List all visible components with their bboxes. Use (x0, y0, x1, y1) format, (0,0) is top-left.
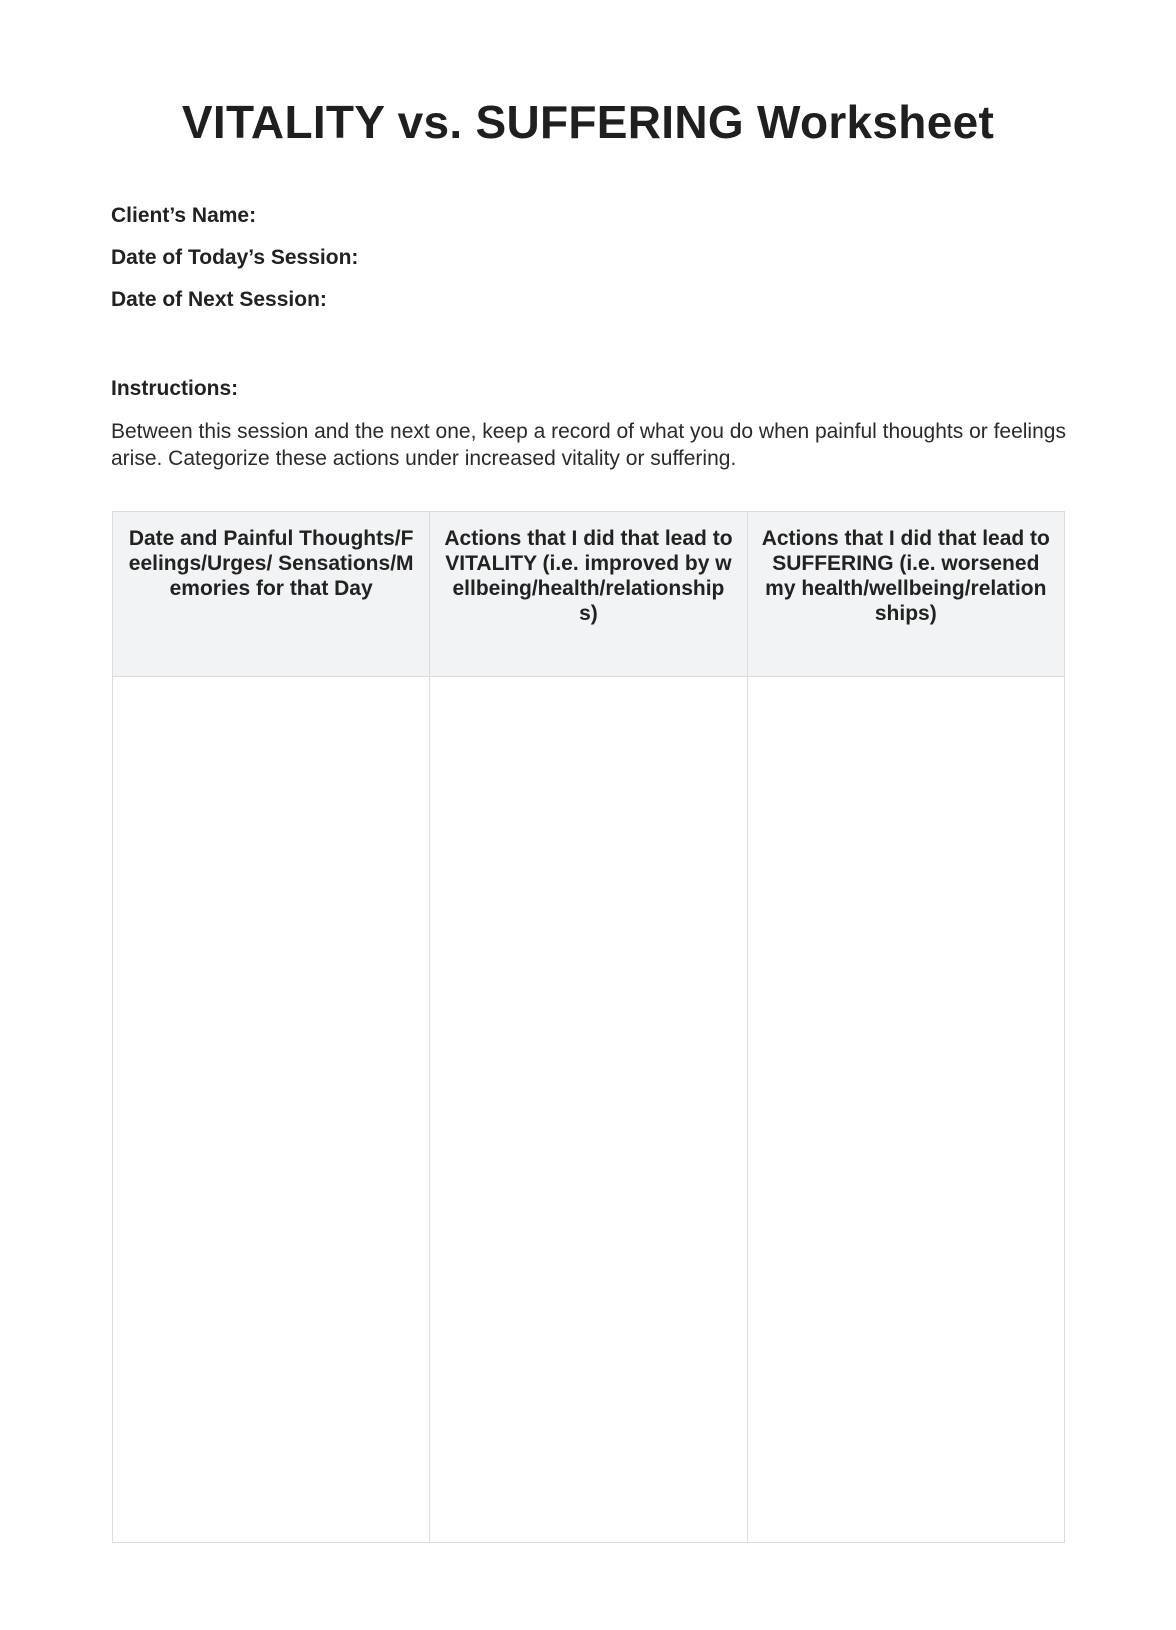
instructions-text: Between this session and the next one, keep a record of what you do when painful thoughts or feelings arise. Categorize these actions under increased vitality or suffering. (111, 420, 1066, 470)
suffering-actions-cell[interactable] (747, 677, 1064, 1543)
column-header-vitality-actions: Actions that I did that lead to VITALITY (i.e. improved by wellbeing/health/relationships) (430, 512, 747, 677)
column-header-suffering-actions: Actions that I did that lead to SUFFERING (i.e. worsened my health/wellbeing/relationships) (747, 512, 1064, 677)
painful-thoughts-cell[interactable] (113, 677, 430, 1543)
table-row (113, 677, 1065, 1543)
table-header-row (113, 512, 1065, 677)
column-header-painful-thoughts: Date and Painful Thoughts/Feelings/Urges/ Sensations/Memories for that Day (113, 512, 430, 677)
vitality-actions-cell[interactable] (430, 677, 747, 1543)
next-session-date-label: Date of Next Session: (111, 288, 327, 311)
page-title: VITALITY vs. SUFFERING Worksheet (181, 96, 995, 148)
todays-session-date-label: Date of Today’s Session: (111, 246, 359, 269)
worksheet-table (112, 511, 1065, 1543)
instructions-heading: Instructions: (111, 377, 239, 400)
client-name-label: Client’s Name: (111, 204, 257, 227)
